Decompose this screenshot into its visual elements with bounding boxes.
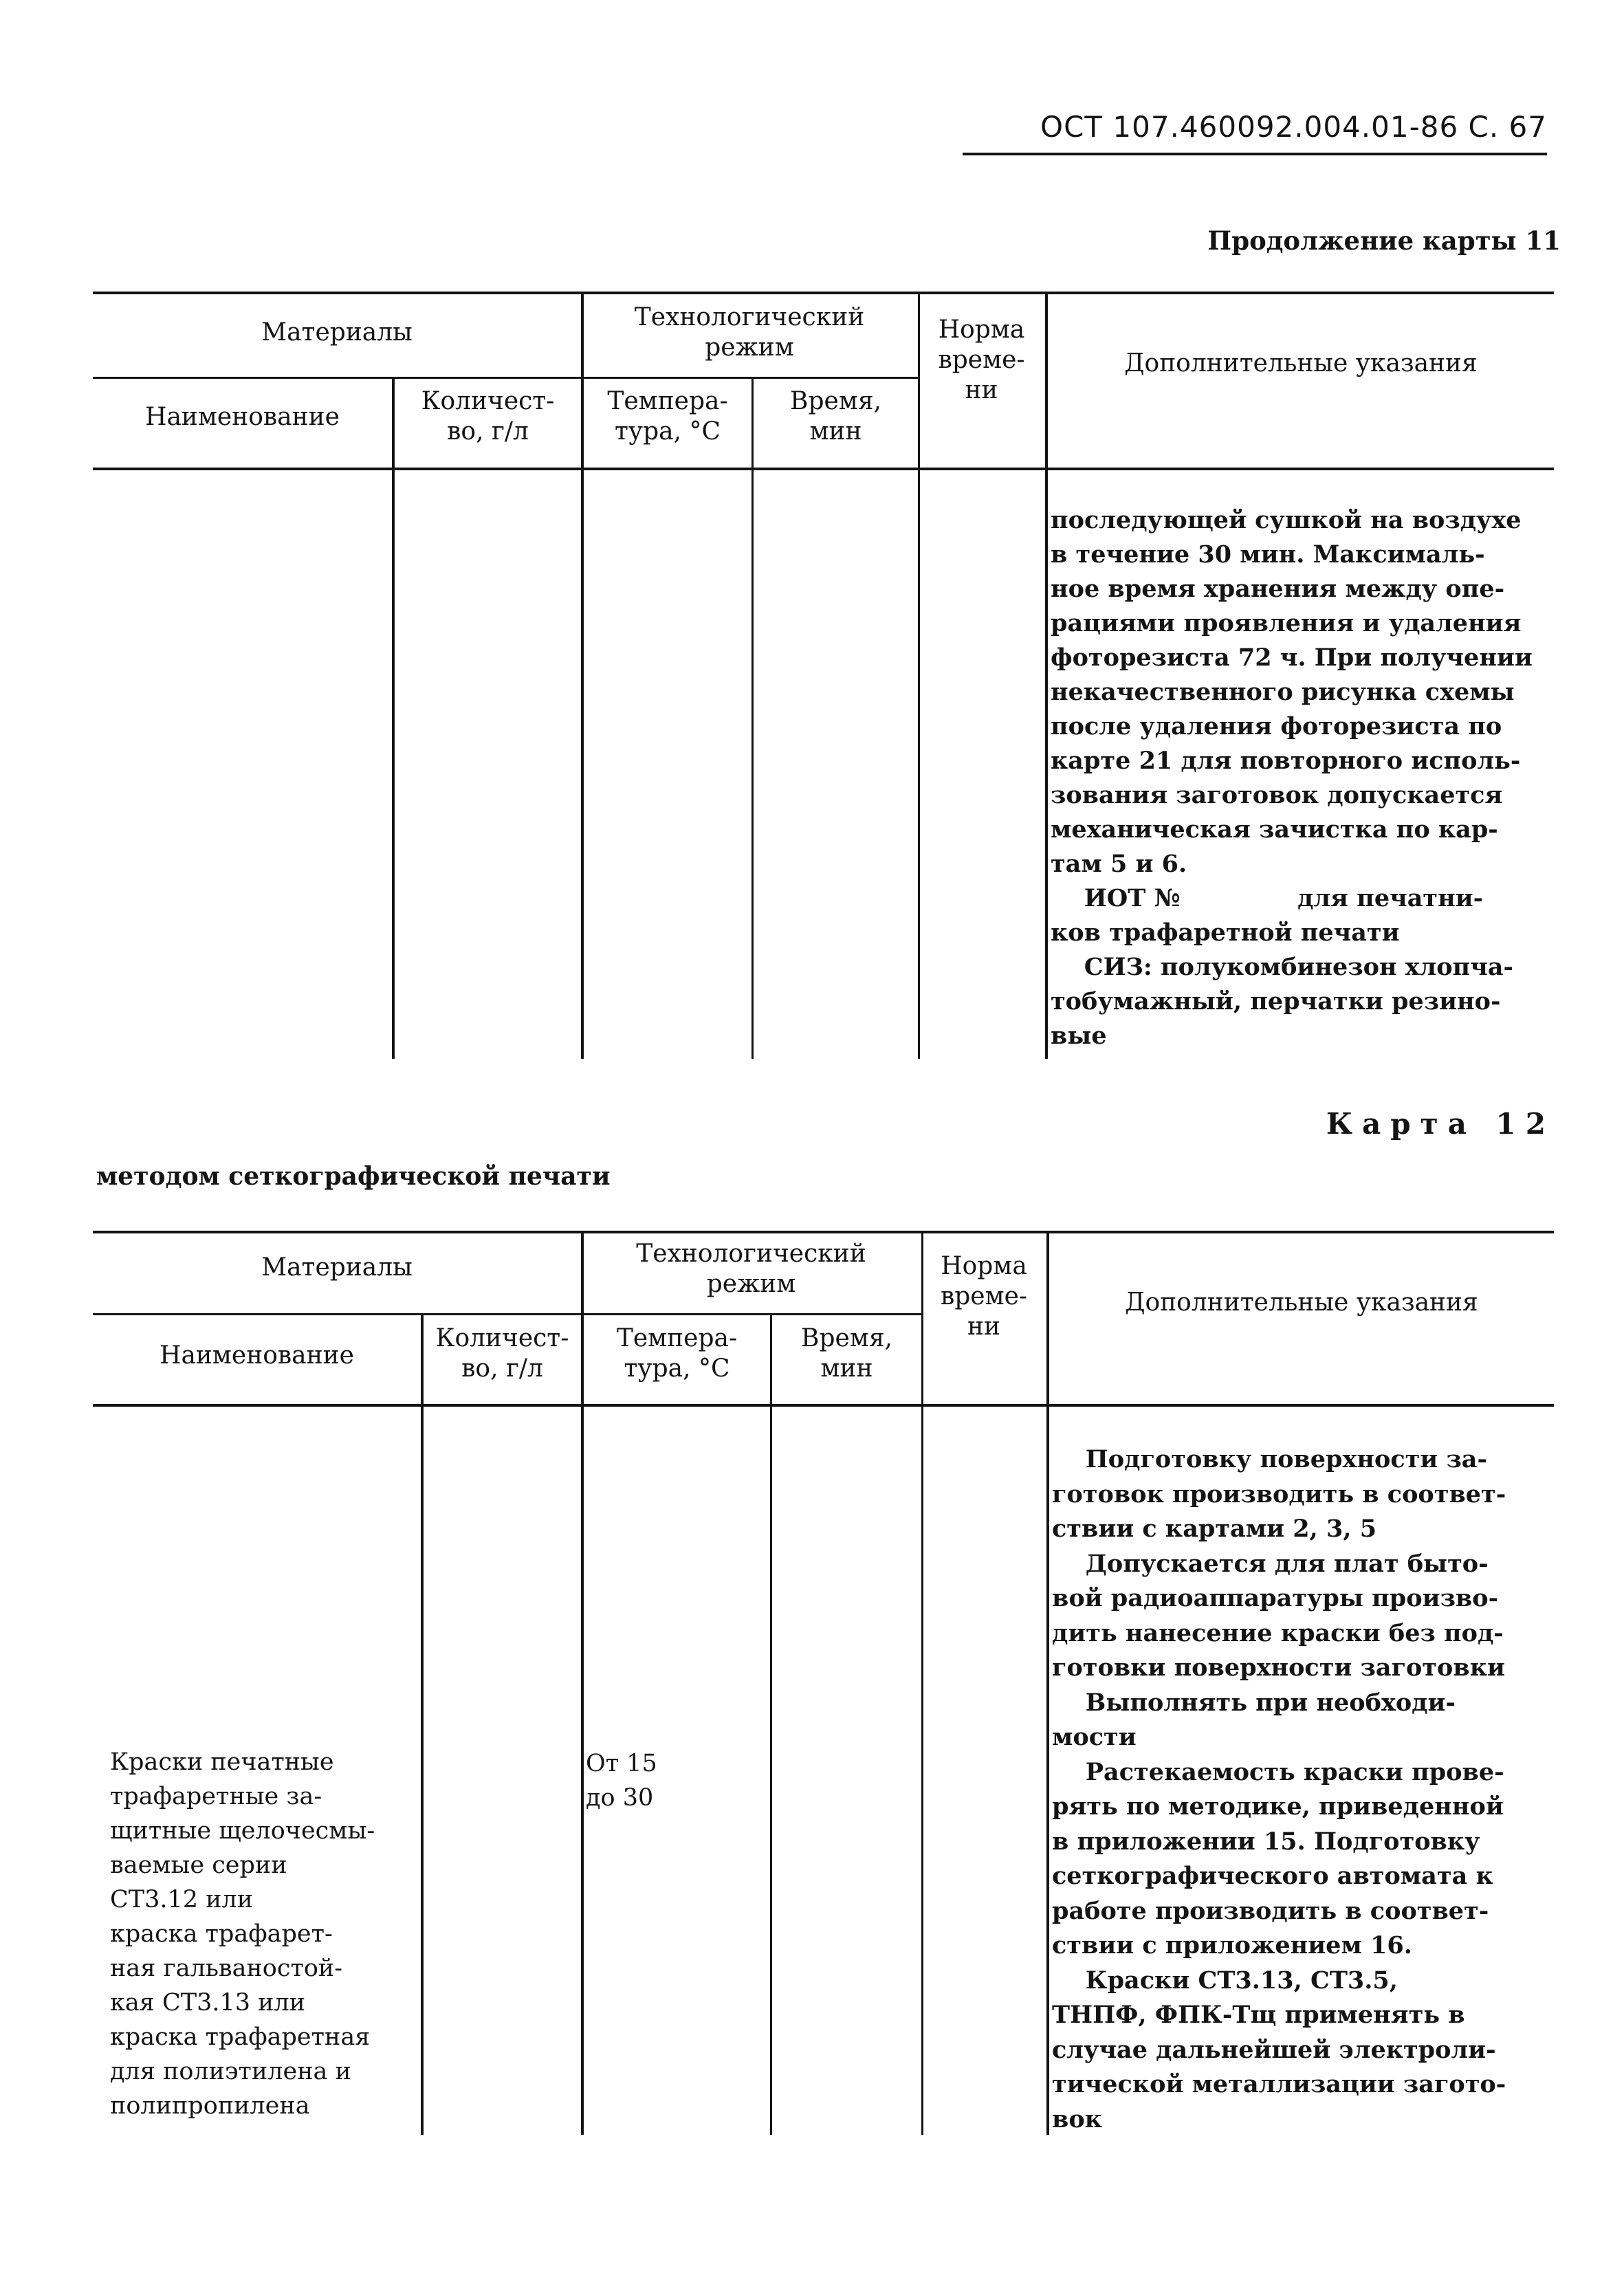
text-line: работе производить в соответ- xyxy=(1052,1896,1489,1925)
text-line: СИЗ: полукомбинезон хлопча- xyxy=(1051,953,1514,981)
text-line: Выполнять при необходи- xyxy=(1052,1688,1456,1717)
text-line: фоторезиста 72 ч. При получении xyxy=(1051,644,1533,672)
text-line: Подготовку поверхности за- xyxy=(1052,1445,1488,1473)
table2-mid-rule-mode xyxy=(581,1313,921,1315)
header-underline xyxy=(963,153,1547,155)
table2-top-rule xyxy=(93,1231,1554,1233)
text-line: рять по методике, приведенной xyxy=(1052,1792,1504,1821)
table2-vrule-1 xyxy=(421,1313,424,2135)
text-line: мости xyxy=(1052,1723,1137,1751)
table2-header-bottom-rule xyxy=(93,1404,1554,1407)
text-line: там 5 и 6. xyxy=(1051,850,1187,878)
text-line: случае дальнейшей электроли- xyxy=(1052,2035,1496,2064)
text-line: полипропилена xyxy=(110,2092,310,2120)
table2-header-materials: Материалы xyxy=(261,1253,413,1282)
table1-vrule-1 xyxy=(392,377,395,1059)
table2-vrule-4 xyxy=(921,1231,923,2135)
text-line: ная гальваностой- xyxy=(110,1955,343,1982)
table2-vrule-3 xyxy=(770,1313,772,2135)
text-line: зования заготовок допускается xyxy=(1051,781,1503,809)
text-line: краска трафарет- xyxy=(110,1920,333,1948)
table2-mid-rule-materials xyxy=(93,1313,581,1315)
table1-mid-rule-materials xyxy=(93,377,581,379)
text-line: механическая зачистка по кар- xyxy=(1051,815,1498,844)
text-line: кая СТ3.13 или xyxy=(110,1989,306,2017)
table1-header-name: Наименование xyxy=(145,403,340,431)
continuation-caption: Продолжение карты 11 xyxy=(1207,226,1561,256)
text-line: ствии с приложением 16. xyxy=(1052,1931,1412,1959)
table1-vrule-5 xyxy=(1045,292,1048,1059)
table2-additional-text xyxy=(1052,1442,1506,2137)
text-line: последующей сушкой на воздухе xyxy=(1051,506,1522,534)
table1-header-time-norm: Норма време- ни xyxy=(938,316,1025,404)
text-line: рациями проявления и удаления xyxy=(1051,609,1522,637)
text-line: тической металлизации загото- xyxy=(1052,2070,1506,2098)
text-line: Допускается для плат быто- xyxy=(1052,1549,1489,1578)
table2-header-tech-mode: Технологический режим xyxy=(636,1240,866,1298)
text-line: некачественного рисунка схемы xyxy=(1051,678,1515,706)
text-line: ваемые серии xyxy=(110,1852,287,1879)
table2-header-quantity: Количест- во, г/л xyxy=(435,1324,569,1383)
table2-header-additional: Дополнительные указания xyxy=(1125,1288,1478,1317)
table2-vrule-5 xyxy=(1046,1231,1049,2135)
table1-header-additional: Дополнительные указания xyxy=(1124,349,1478,377)
text-line: ков трафаретной печати xyxy=(1051,919,1400,947)
table1-header-bottom-rule xyxy=(93,468,1554,470)
text-line: карте 21 для повторного исполь- xyxy=(1051,747,1521,775)
text-line: ТНПФ, ФПК-Тщ применять в xyxy=(1052,2001,1465,2029)
text-line: сеткографического автомата к xyxy=(1052,1862,1493,1890)
text-line: щитные щелочесмы- xyxy=(110,1817,375,1845)
text-line: до 30 xyxy=(586,1784,654,1812)
text-line: после удаления фоторезиста по xyxy=(1051,712,1502,740)
text-line: в течение 30 мин. Максималь- xyxy=(1051,540,1485,569)
table1-top-rule xyxy=(93,292,1554,294)
text-line: вые xyxy=(1051,1022,1107,1050)
text-line: вок xyxy=(1052,2105,1102,2133)
text-line: трафаретные за- xyxy=(110,1783,322,1810)
text-line: готовки поверхности заготовки xyxy=(1052,1654,1505,1682)
text-line: От 15 xyxy=(586,1750,657,1777)
text-line: для полиэтилена и xyxy=(110,2058,351,2085)
text-line: дить нанесение краски без под- xyxy=(1052,1618,1504,1647)
text-line: ствии с картами 2, 3, 5 xyxy=(1052,1515,1377,1543)
table2-header-temperature: Темпера- тура, °С xyxy=(616,1324,738,1383)
text-line: готовок производить в соответ- xyxy=(1052,1480,1506,1508)
table1-mid-rule-mode xyxy=(581,377,918,379)
card-12-title: Карта 12 xyxy=(1326,1107,1555,1141)
text-line: СТ3.12 или xyxy=(110,1886,254,1913)
table2-material-name xyxy=(110,1745,375,2123)
text-line: в приложении 15. Подготовку xyxy=(1052,1827,1480,1856)
table1-header-materials: Материалы xyxy=(261,318,413,347)
table2-header-name: Наименование xyxy=(160,1341,354,1370)
table2-temperature-value xyxy=(586,1746,657,1815)
text-line: Растекаемость краски прове- xyxy=(1052,1757,1504,1786)
table1-header-quantity: Количест- во, г/л xyxy=(421,387,555,446)
text-line: краска трафаретная xyxy=(110,2023,371,2051)
table2-header-time-norm: Норма време- ни xyxy=(940,1252,1028,1341)
text-line: ное время хранения между опе- xyxy=(1051,575,1505,603)
text-line: тобумажный, перчатки резино- xyxy=(1051,987,1501,1015)
text-line: Краски печатные xyxy=(110,1748,334,1776)
table1-vrule-4 xyxy=(918,292,920,1059)
text-line: Краски СТ3.13, СТ3.5, xyxy=(1052,1966,1398,1995)
text-line: вой радиоаппаратуры произво- xyxy=(1052,1584,1499,1612)
text-line: ИОТ № для печатни- xyxy=(1051,884,1484,912)
table1-vrule-3 xyxy=(751,377,754,1059)
card-12-subtitle: методом сеткографической печати xyxy=(96,1162,611,1191)
document-code: ОСТ 107.460092.004.01-86 С. 67 xyxy=(1040,110,1547,144)
table1-additional-text xyxy=(1051,503,1533,1053)
table2-header-time: Время, мин xyxy=(801,1324,892,1383)
table1-header-tech-mode: Технологический режим xyxy=(634,303,865,362)
table1-header-temperature: Темпера- тура, °С xyxy=(607,387,728,446)
table1-header-time: Время, мин xyxy=(790,387,881,446)
